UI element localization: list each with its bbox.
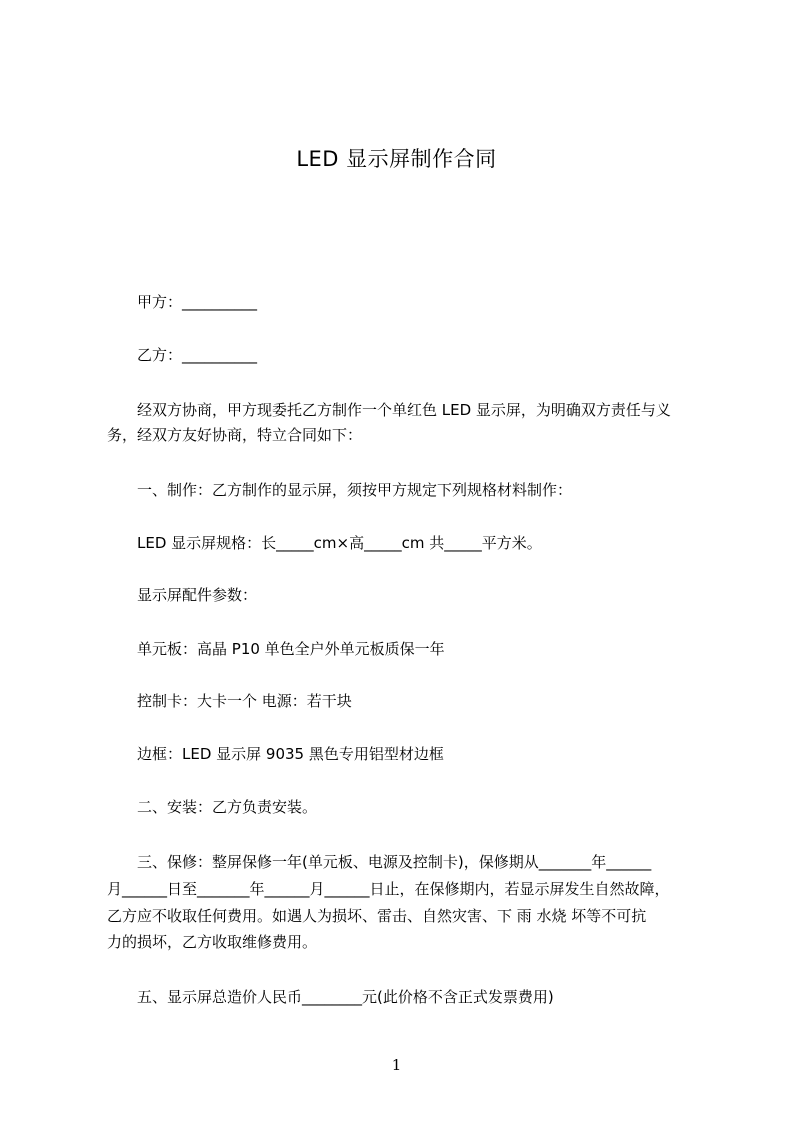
section-3-line-1: 三、保修：整屏保修一年(单元板、电源及控制卡)，保修期从_______年______ (137, 853, 652, 871)
section-3-line-2: 月______日至_______年______月______日止，在保修期内，若显示屏发生自然故障， (107, 880, 670, 898)
frame-line: 边框：LED 显示屏 9035 黑色专用铝型材边框 (137, 745, 444, 763)
document-title: LED 显示屏制作合同 (296, 147, 497, 171)
intro-paragraph-line-2: 务，经双方友好协商，特立合同如下： (107, 426, 363, 444)
section-1-heading: 一、制作：乙方制作的显示屏，须按甲方规定下列规格材料制作： (137, 481, 573, 499)
accessories-heading: 显示屏配件参数： (137, 586, 258, 604)
intro-paragraph-line-1: 经双方协商，甲方现委托乙方制作一个单红色 LED 显示屏，为明确双方责任与义 (137, 401, 671, 419)
section-3-line-4: 力的损坏，乙方收取维修费用。 (107, 933, 318, 951)
unit-board-line: 单元板：高晶 P10 单色全户外单元板质保一年 (137, 640, 445, 658)
section-2-heading: 二、安装：乙方负责安装。 (137, 798, 318, 816)
section-3-line-3: 乙方应不收取任何费用。如遇人为损坏、雷击、自然灾害、下 雨 水烧 坏等不可抗 (107, 907, 647, 925)
party-a-line: 甲方：__________ (137, 293, 258, 311)
section-5-heading: 五、显示屏总造价人民币________元(此价格不含正式发票费用) (137, 988, 554, 1006)
spec-line: LED 显示屏规格：长_____cm×高_____cm 共_____平方米。 (137, 534, 542, 552)
page-number: 1 (391, 1056, 402, 1074)
control-card-line: 控制卡：大卡一个 电源：若干块 (137, 692, 352, 710)
party-b-line: 乙方：__________ (137, 346, 258, 364)
